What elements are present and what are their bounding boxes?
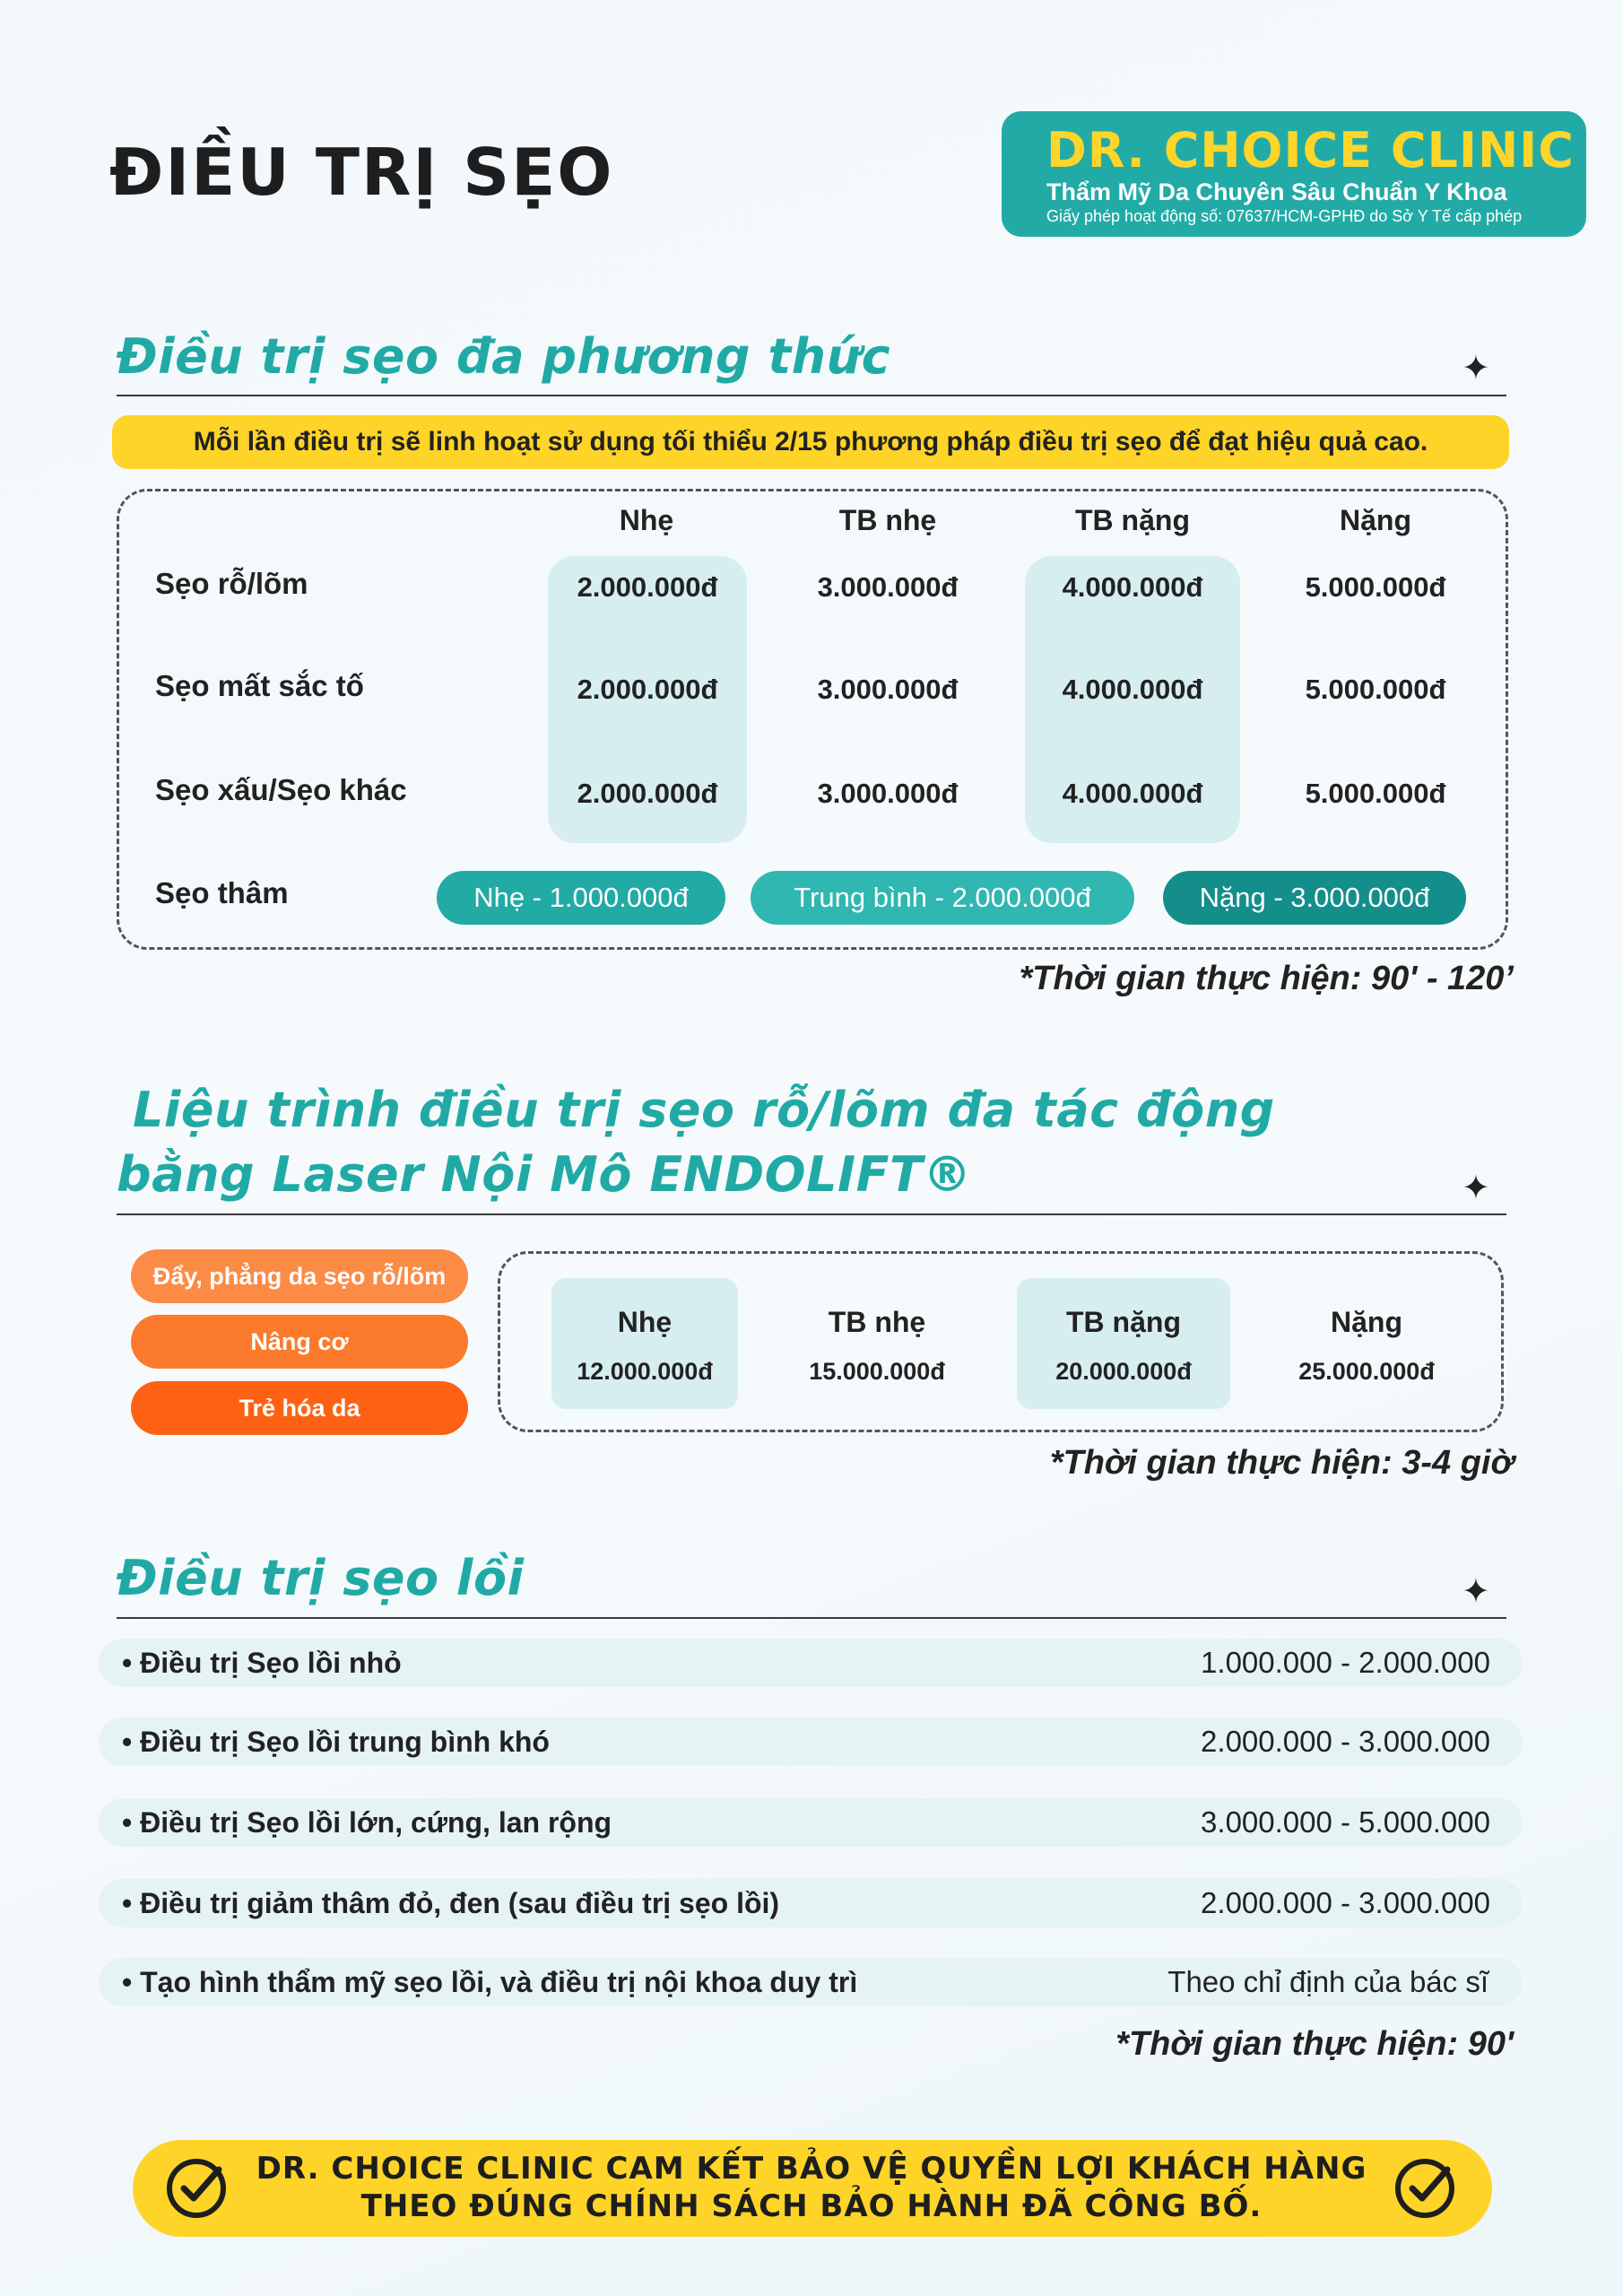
list-item-price: 2.000.000 - 3.000.000 [1201, 1725, 1490, 1758]
list-item-price: 3.000.000 - 5.000.000 [1201, 1805, 1490, 1839]
section1-divider [117, 395, 1506, 396]
dark-scar-pill-medium: Trung bình - 2.000.000đ [751, 871, 1134, 925]
list-item-price: Theo chỉ định của bác sĩ [1167, 1965, 1488, 1998]
price-cell: 3.000.000đ [817, 674, 959, 705]
sparkle-icon: ✦ [1462, 350, 1490, 387]
price-cell: 3.000.000đ [817, 571, 959, 603]
commitment-line2: THEO ĐÚNG CHÍNH SÁCH BẢO HÀNH ĐÃ CÔNG BỐ. [360, 2188, 1263, 2224]
price-cell: 20.000.000đ [1055, 1358, 1192, 1385]
section2-divider [117, 1213, 1506, 1215]
section2-time-note: *Thời gian thực hiện: 3-4 giờ [1049, 1444, 1514, 1482]
highlight-column-nhe [551, 1278, 738, 1409]
list-item-label: • Điều trị Sẹo lồi trung bình khó [122, 1726, 550, 1758]
price-cell: 12.000.000đ [577, 1358, 713, 1385]
list-item-label: • Điều trị giảm thâm đỏ, đen (sau điều trị sẹo lồi) [122, 1887, 780, 1919]
col-header-tb-nhe: TB nhẹ [838, 504, 937, 536]
clinic-tagline: Thẩm Mỹ Da Chuyên Sâu Chuẩn Y Khoa [1046, 178, 1507, 205]
section3-title: Điều trị sẹo lồi [117, 1550, 525, 1606]
clinic-license: Giấy phép hoạt động số: 07637/HCM-GPHĐ do Sở Y Tế cấp phép [1046, 207, 1523, 225]
check-circle-icon [1392, 2155, 1458, 2222]
price-cell: 2.000.000đ [577, 571, 718, 603]
list-item-price: 2.000.000 - 3.000.000 [1201, 1886, 1490, 1919]
page-title: ĐIỀU TRỊ SẸO [109, 135, 614, 210]
clinic-badge [1002, 111, 1586, 237]
col-header-nang: Nặng [1340, 504, 1411, 536]
section2-title-line1: Liệu trình điều trị sẹo rỗ/lõm đa tác động [133, 1082, 1275, 1138]
list-item-price: 1.000.000 - 2.000.000 [1201, 1646, 1490, 1679]
row-label-seo-mat-sac-to: Sẹo mất sắc tố [155, 669, 364, 702]
sparkle-icon: ✦ [1462, 1573, 1490, 1611]
col-header-nang: Nặng [1331, 1306, 1402, 1338]
col-header-tb-nang: TB nặng [1066, 1306, 1181, 1338]
price-cell: 2.000.000đ [577, 674, 718, 705]
check-circle-icon [163, 2155, 230, 2222]
col-header-nhe: Nhẹ [617, 1306, 673, 1338]
col-header-tb-nhe: TB nhẹ [828, 1306, 926, 1338]
col-header-nhe: Nhẹ [619, 504, 674, 536]
sparkle-icon: ✦ [1462, 1170, 1490, 1207]
price-cell: 5.000.000đ [1305, 778, 1446, 809]
price-cell: 2.000.000đ [577, 778, 718, 809]
commitment-line1: DR. CHOICE CLINIC CAM KẾT BẢO VỆ QUYỀN LỢI KHÁCH HÀNG [256, 2151, 1367, 2187]
list-item-label: • Điều trị Sẹo lồi nhỏ [122, 1647, 402, 1679]
section1-time-note: *Thời gian thực hiện: 90' - 120’ [1019, 960, 1514, 997]
section3-divider [117, 1617, 1506, 1619]
list-item-label: • Điều trị Sẹo lồi lớn, cứng, lan rộng [122, 1806, 612, 1839]
price-cell: 3.000.000đ [817, 778, 959, 809]
highlight-column-tb-nang [1017, 1278, 1230, 1409]
dark-scar-pill-severe: Nặng - 3.000.000đ [1163, 871, 1466, 925]
price-cell: 4.000.000đ [1062, 571, 1203, 603]
row-label-seo-tham: Sẹo thâm [155, 876, 289, 909]
price-cell: 4.000.000đ [1062, 778, 1203, 809]
section2-title-line2: bằng Laser Nội Mô ENDOLIFT® [117, 1146, 972, 1203]
price-cell: 5.000.000đ [1305, 674, 1446, 705]
commitment-text [242, 2150, 1381, 2225]
col-header-tb-nang: TB nặng [1075, 504, 1190, 536]
section1-title: Điều trị sẹo đa phương thức [117, 328, 891, 385]
clinic-name: DR. CHOICE CLINIC [1046, 122, 1575, 178]
price-cell: 4.000.000đ [1062, 674, 1203, 705]
price-cell: 25.000.000đ [1298, 1358, 1435, 1385]
row-label-seo-xau: Sẹo xấu/Sẹo khác [155, 773, 407, 806]
price-cell: 15.000.000đ [809, 1358, 945, 1385]
section1-note: Mỗi lần điều trị sẽ linh hoạt sử dụng tối thiểu 2/15 phương pháp điều trị sẹo để đạt hiệu quả cao. [112, 415, 1509, 469]
dark-scar-pill-light: Nhẹ - 1.000.000đ [437, 871, 725, 925]
row-label-seo-ro-lom: Sẹo rỗ/lõm [155, 567, 308, 600]
list-item-label: • Tạo hình thẩm mỹ sẹo lồi, và điều trị nội khoa duy trì [122, 1966, 858, 1998]
section3-time-note: *Thời gian thực hiện: 90' [1115, 2025, 1514, 2063]
benefit-pill-rejuvenate: Trẻ hóa da [131, 1381, 468, 1435]
benefit-pill-lift: Nâng cơ [131, 1315, 468, 1369]
benefit-pill-flatten: Đẩy, phẳng da sẹo rỗ/lõm [131, 1249, 468, 1303]
price-cell: 5.000.000đ [1305, 571, 1446, 603]
